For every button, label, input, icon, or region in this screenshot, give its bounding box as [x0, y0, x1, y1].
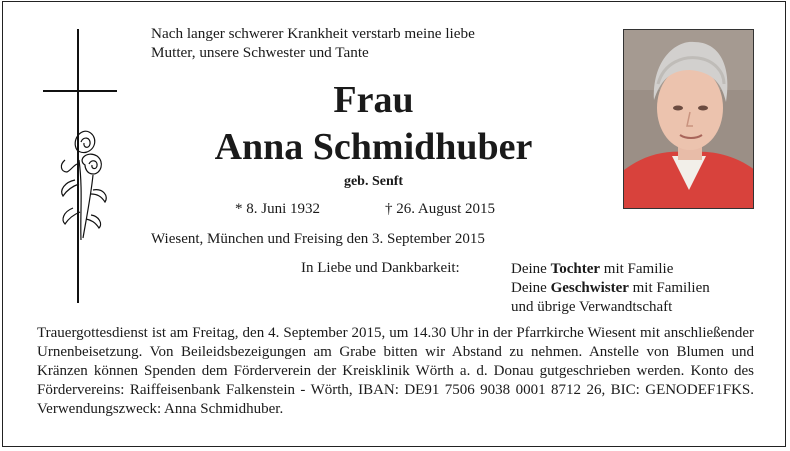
title-honorific: Frau: [333, 79, 414, 121]
mourner-line-2-post: mit Familien: [628, 280, 710, 296]
cross-bar: [43, 90, 117, 92]
mourner-line-2-pre: Deine: [511, 280, 551, 296]
gratitude-label: In Liebe und Dankbarkeit:: [301, 260, 460, 276]
intro-line-2: Mutter, unsere Schwester und Tante: [151, 44, 369, 61]
funeral-service-text: Trauergottesdienst ist am Freitag, den 4. September 2015, um 14.30 Uhr in der Pfarrkirche Wiesent mit anschließender Urnenbeisetzung. Von Beileidsbezeigungen am Grabe bitten wir Abstand zu nehmen. Anstelle von Blumen und Kränzen können Spenden dem Förderverein der Kreisklinik Wörth a. d. Donau gutgeschrieben werden. Konto des Fördervereins: Raiffeisenbank Falkenstein - Wörth, IBAN: DE91 7506 9038 0001 8712 26, BIC: GENODEF1FKS. Verwendungszweck: Anna Schmidhuber.: [37, 325, 754, 417]
place-date: Wiesent, München und Freising den 3. September 2015: [151, 231, 485, 247]
birth-date: * 8. Juni 1932: [235, 201, 321, 217]
intro-text: [151, 24, 621, 62]
intro-line-1: Nach langer schwerer Krankheit verstarb meine liebe: [151, 25, 475, 42]
portrait-image: [624, 30, 754, 209]
deceased-name: Anna Schmidhuber: [214, 126, 533, 168]
mourner-line-1-post: mit Familie: [600, 261, 674, 277]
mourner-line-1: [511, 260, 710, 279]
mourner-line-3: und übrige Verwandtschaft: [511, 299, 673, 315]
death-date: † 26. August 2015: [385, 201, 496, 217]
mourners-list: [511, 260, 710, 317]
mourner-line-2: [511, 279, 710, 298]
portrait-photo: [623, 29, 754, 209]
mourner-daughter: Tochter: [550, 261, 601, 277]
mourner-line-1-pre: Deine: [511, 261, 551, 277]
maiden-name: geb. Senft: [343, 174, 404, 189]
obituary-notice: [2, 1, 786, 447]
mourner-siblings: Geschwister: [550, 280, 629, 296]
roses-icon: [53, 120, 113, 245]
